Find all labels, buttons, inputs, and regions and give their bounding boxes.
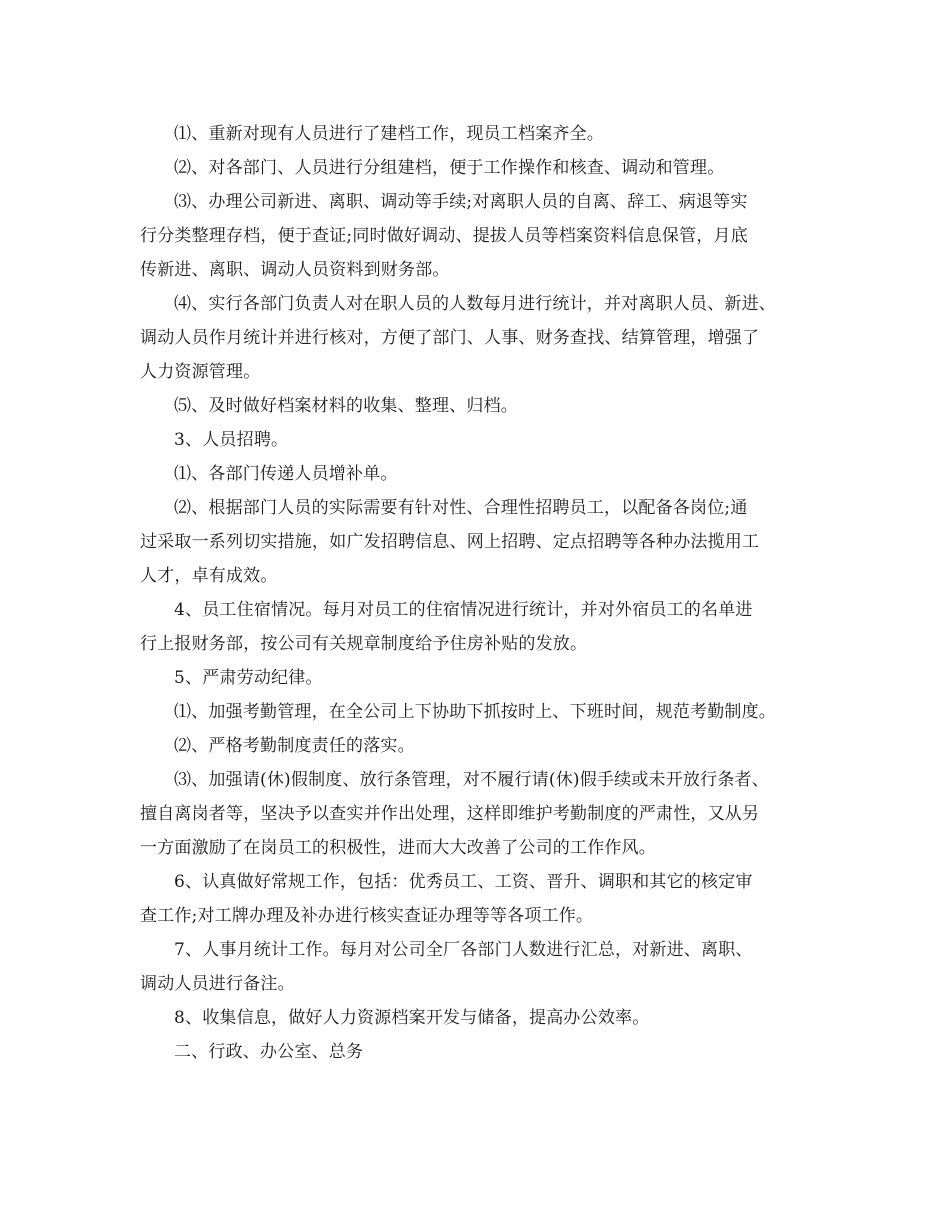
paragraph-line: ⑴、重新对现有人员进行了建档工作，现员工档案齐全。 [174,124,604,144]
paragraph [140,457,830,491]
paragraph-line: ⑴、加强考勤管理，在全公司上下协助下抓按时上、下班时间，规范考勤制度。 [174,702,776,722]
paragraph [140,423,830,457]
paragraph-line: ⑷、实行各部门负责人对在职人员的人数每月进行统计，并对离职人员、新进、 [174,294,776,314]
paragraph-line: ⑵、严格考勤制度责任的落实。 [174,736,415,756]
paragraph [140,695,830,729]
paragraph-line: ⑶、加强请(休)假制度、放行条管理，对不履行请(休)假手续或未开放行条者、 [174,770,769,790]
paragraph-line: 8、收集信息，做好人力资源档案开发与储备，提高办公效率。 [174,1008,650,1028]
document-body [140,117,830,1069]
paragraph-line: ⑵、对各部门、人员进行分组建档，便于工作操作和核查、调动和管理。 [174,158,725,178]
paragraph-line: 擅自离岗者等，坚决予以查实并作出处理，这样即维护考勤制度的严肃性，又从另 [140,804,760,824]
paragraph [140,729,830,763]
paragraph-line: ⑸、及时做好档案材料的收集、整理、归档。 [174,396,518,416]
paragraph-line: 传新进、离职、调动人员资料到财务部。 [140,260,450,280]
paragraph [140,117,830,151]
paragraph [140,1001,830,1035]
paragraph [140,287,830,389]
paragraph-line: 4、员工住宿情况。每月对员工的住宿情况进行统计，并对外宿员工的名单进 [174,600,753,620]
paragraph-line: ⑵、根据部门人员的实际需要有针对性、合理性招聘员工，以配备各岗位;通 [174,498,748,518]
paragraph [140,389,830,423]
paragraph-line: 调动人员作月统计并进行核对，方便了部门、人事、财务查找、结算管理，增强了 [140,328,760,348]
paragraph [140,865,830,933]
paragraph-line: 行上报财务部，按公司有关规章制度给予住房补贴的发放。 [140,634,588,654]
paragraph-line: 7、人事月统计工作。每月对公司全厂各部门人数进行汇总，对新进、离职、 [174,940,753,960]
paragraph [140,185,830,287]
paragraph [140,593,830,661]
paragraph-line: 人力资源管理。 [140,362,261,382]
paragraph-line: 二、行政、办公室、总务 [174,1042,364,1062]
paragraph-line: 6、认真做好常规工作，包括：优秀员工、工资、晋升、调职和其它的核定审 [174,872,753,892]
paragraph-line: ⑶、办理公司新进、离职、调动等手续;对离职人员的自离、辞工、病退等实 [174,192,748,212]
paragraph [140,1035,830,1069]
paragraph-line: 5、严肃劳动纪律。 [174,668,323,688]
paragraph [140,151,830,185]
paragraph [140,763,830,865]
paragraph-line: 行分类整理存档，便于查证;同时做好调动、提拔人员等档案资料信息保管，月底 [140,226,748,246]
paragraph-line: ⑴、各部门传递人员增补单。 [174,464,398,484]
paragraph-line: 人才，卓有成效。 [140,566,278,586]
paragraph [140,491,830,593]
paragraph [140,933,830,1001]
paragraph-line: 一方面激励了在岗员工的积极性，进而大大改善了公司的工作作风。 [140,838,656,858]
paragraph-line: 过采取一系列切实措施，如广发招聘信息、网上招聘、定点招聘等各种办法揽用工 [140,532,760,552]
paragraph-line: 调动人员进行备注。 [140,974,295,994]
paragraph-line: 查工作;对工牌办理及补办进行核实查证办理等等各项工作。 [140,906,594,926]
paragraph-line: 3、人员招聘。 [174,430,289,450]
paragraph [140,661,830,695]
